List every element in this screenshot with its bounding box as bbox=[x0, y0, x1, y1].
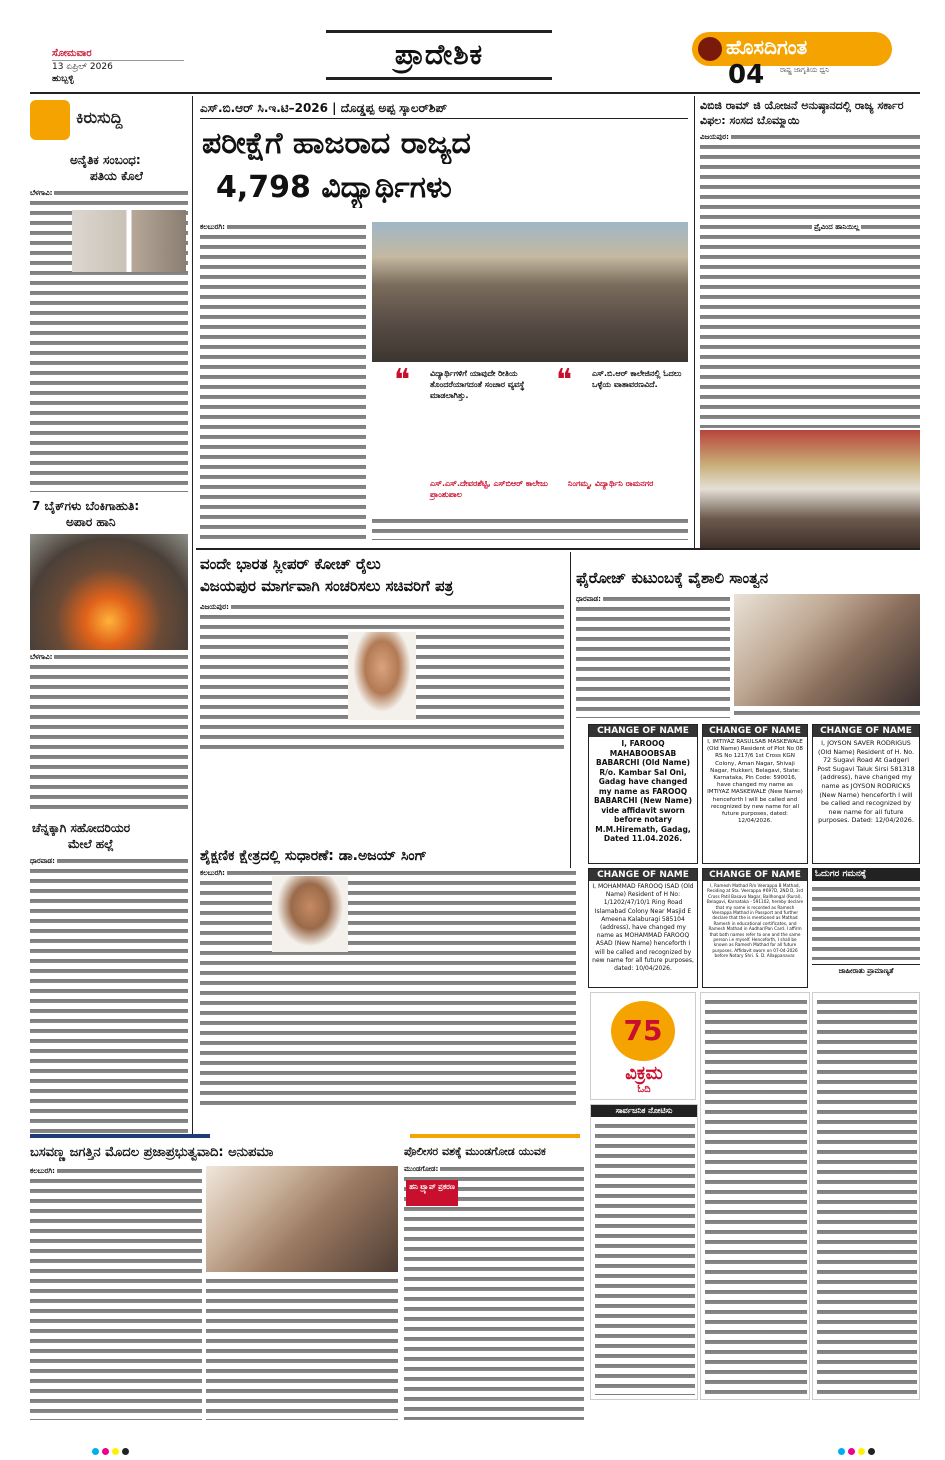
lead-body-left bbox=[200, 222, 366, 540]
quote-box-1 bbox=[394, 363, 550, 512]
minister-portrait bbox=[348, 632, 416, 720]
police-tag: ಹನಿ ಟ್ರ್ಯಾಪ್ ಪ್ರಕರಣ bbox=[406, 1180, 458, 1206]
section-title bbox=[326, 30, 552, 80]
kirusuddi-badge bbox=[30, 100, 190, 140]
page-number: 04 bbox=[728, 60, 765, 90]
public-notice-3 bbox=[590, 1104, 698, 1400]
fire-photo bbox=[30, 534, 188, 650]
change-of-name-ad-3 bbox=[812, 724, 920, 864]
lead-dateline: ಕಲಬುರಗಿ: bbox=[200, 223, 225, 231]
cn-2-body: I, IMTIYAZ RASULSAB MASKEWALE (Old Name) Resident of Plot No 08 RS No 1217/6 1st Cross KGN Colony, Aman Nagar, Shivaji Nagar, Hukkeri, Belagavi, State: Karnataka, Pin Code: 590016, have changed my name as IMTIYAZ MASKEWALE (New Name) henceforth I will be called and recognized by new name for all future purposes, dated: 12/04/2026. bbox=[707, 739, 803, 825]
basava-body-2 bbox=[206, 1276, 398, 1420]
police-headline: ಪೊಲೀಸರ ವಶಕ್ಕೆ ಮುಂಡಗೋಡ ಯುವಕ bbox=[404, 1145, 546, 1158]
city-label: ಹುಬ್ಬಳ್ಳಿ bbox=[52, 74, 74, 84]
quote-2-by: ನಿಂಗಮ್ಮ, ವಿದ್ಯಾರ್ಥಿನಿ ರಾಮನಗರ bbox=[568, 479, 654, 488]
left-story-1-dateline: ಬೆಳಗಾವಿ: bbox=[30, 189, 53, 197]
lead-headline-1: ಪರೀಕ್ಷೆಗೆ ಹಾಜರಾದ ರಾಜ್ಯದ bbox=[202, 126, 471, 161]
left-story-1-title2: ಪತಿಯ ಕೊಲೆ bbox=[90, 169, 143, 183]
odugara-body bbox=[812, 884, 920, 960]
cn-4-body: I, MOHAMMAD FAROOQ ISAD (Old Name) Resident of H No: 1/1202/47/10/1 Ring Road Islamabad Colony Near Masjid E Ameena Kalaburagi 585104 (address), have changed my name as MOHAMMAD FAROOQ ASAD (New Name) henceforth I will be called and recognized by new name for all future purposes, dated: 10/04/2026. bbox=[592, 883, 694, 973]
lead-body-bottom bbox=[372, 516, 688, 540]
right-headline: ವಿಬಿಜಿ ರಾಮ್ ಜಿ ಯೋಜನೆ ಅನುಷ್ಠಾನದಲ್ಲಿ ರಾಜ್ಯ ಸರ್ಕಾರ ವಿಫಲ: ಸಂಸದ ಬೊಮ್ಮಾಯಿ bbox=[700, 99, 904, 127]
cn-5-title: CHANGE OF NAME bbox=[703, 869, 807, 881]
basava-photo bbox=[206, 1166, 398, 1272]
left-story-1-photo bbox=[72, 210, 186, 272]
public-notice-1 bbox=[700, 992, 810, 1400]
right-body bbox=[700, 132, 920, 428]
paper-tagline: ರಾಷ್ಟ್ರ ಜಾಗೃತಿಯ ಧ್ವನಿ bbox=[780, 66, 830, 74]
mid-divider bbox=[570, 552, 571, 922]
edu-dateline: ಕಲಬುರಗಿ: bbox=[200, 869, 225, 877]
meeting-photo bbox=[700, 430, 920, 548]
masthead bbox=[0, 0, 945, 92]
vande-headline-1: ವಂದೇ ಭಾರತ ಸ್ಲೀಪರ್ ಕೋಚ್ ರೈಲು bbox=[200, 555, 381, 573]
cn-3-title: CHANGE OF NAME bbox=[813, 725, 919, 737]
left-story-3-title: ಚೆನ್ನಕ್ಕಾಗಿ ಸಹೋದರಿಯರ bbox=[32, 821, 131, 835]
left-story-1-title: ಅನೈತಿಕ ಸಂಬಂಧ: bbox=[70, 153, 141, 167]
police-body bbox=[404, 1164, 584, 1420]
bell-icon bbox=[30, 100, 70, 140]
edu-body bbox=[200, 868, 576, 1108]
edu-headline: ಶೈಕ್ಷಣಿಕ ಕ್ಷೇತ್ರದಲ್ಲಿ ಸುಧಾರಣೆ: ಡಾ.ಅಜಯ್ ಸಿಂಗ್ bbox=[200, 848, 427, 864]
left-story-2-body bbox=[30, 652, 188, 810]
left-story-3-title2: ಮೇಲೆ ಹಲ್ಲೆ bbox=[68, 837, 114, 851]
left-story-3-body bbox=[30, 856, 188, 1138]
kirusuddi-label: ಕಿರುಸುದ್ದಿ bbox=[76, 108, 123, 127]
police-dateline: ಮುಂಡಗೋಡ: bbox=[404, 1165, 439, 1173]
left-story-2-title2: ಅಪಾರ ಹಾನಿ bbox=[66, 515, 116, 529]
vande-body bbox=[200, 602, 564, 754]
change-of-name-ad-4 bbox=[588, 868, 698, 988]
vande-headline-2: ವಿಜಯಪುರ ಮಾರ್ಗವಾಗಿ ಸಂಚರಿಸಲು ಸಚಿವರಿಗೆ ಪತ್ರ bbox=[200, 577, 454, 595]
vande-dateline: ವಿಜಯಪುರ: bbox=[200, 603, 229, 611]
vikram-ad bbox=[590, 992, 696, 1100]
lead-headline-2: 4,798 ವಿದ್ಯಾರ್ಥಿಗಳು bbox=[216, 170, 452, 205]
basava-headline: ಬಸವಣ್ಣ ಜಗತ್ತಿನ ಮೊದಲ ಪ್ರಜಾಪ್ರಭುತ್ವವಾದಿ: ಅನುಪಮಾ bbox=[30, 1145, 274, 1160]
left-story-1-body bbox=[30, 188, 188, 492]
basava-dateline: ಕಲಬುರಗಿ: bbox=[30, 1167, 55, 1175]
cn-3-body: I, JOYSON SAVER RODRIGUS (Old Name) Resident of H. No. 72 Sugavi Road At Gadgeri Post Sugavi Taluk Sirsi 581318 (address), have changed my name as JOYSON RODRICKS (New Name) henceforth I will be called and recognized by new name for all future purposes. Dated: 12/04/2026. bbox=[817, 739, 915, 825]
feroz-body bbox=[576, 594, 730, 718]
basava-body-1 bbox=[30, 1166, 202, 1420]
right-col-divider bbox=[694, 96, 695, 548]
section-title-text: ಪ್ರಾದೇಶಿಕ bbox=[394, 38, 484, 71]
right-dateline: ವಿಜಯಪುರ: bbox=[700, 133, 729, 141]
color-strip-1 bbox=[30, 1134, 210, 1138]
change-of-name-ad-2 bbox=[702, 724, 808, 864]
masthead-rule bbox=[30, 92, 920, 94]
cn-1-body: I, FAROOQ MAHABOOBSAB BABARCHI (Old Name) R/o. Kambar Sal Oni, Gadag have changed my name as FAROOQ BABARCHI (New Name) vide affidavit sworn before notary M.M.Hiremath, Gadag, Dated 11.04.2026. bbox=[594, 739, 692, 843]
public-notice-2 bbox=[812, 992, 920, 1400]
registration-dots-left bbox=[92, 1440, 132, 1459]
left-story-2-title: 7 ಬೈಕ್‌ಗಳು ಬೆಂಕಿಗಾಹುತಿ: bbox=[32, 499, 140, 513]
registration-dots-right bbox=[838, 1440, 878, 1459]
quote-icon-2: ❝ bbox=[556, 363, 573, 398]
lamp-icon bbox=[698, 37, 722, 61]
change-of-name-ad-1 bbox=[588, 724, 698, 864]
date-label: 13 ಏಪ್ರಿಲ್ 2026 bbox=[52, 60, 184, 73]
left-story-3-dateline: ಧಾರವಾಡ: bbox=[30, 857, 55, 865]
vikram-ad-brand: ವಿಕ್ರಮ bbox=[625, 1063, 663, 1084]
cn-5-body: I, Ramesh Mathad R/o Veerappa B Mathad, Residing at Sta. Veerappa #697D, 2ND D, 3rd Cross Patil Basava Nagar, Ballhongal (Rural), Belagavi, Karnataka - 591102, hereby declare that my name is recorded as Ramesh Veerappa Mathad in Passport and further declare that the is mentioned as Mathad Ramesh in educational certificates, and Ramesh Mathad in Aadhar/Pan Card. I affirm that both names refer to one and the same person i.e myself. Henceforth, I shall be known as Ramesh Mathad for all future purposes. Affidavit sworn on 07-04-2026 before Notary Shri. S. D. Allappanavar. bbox=[706, 883, 804, 959]
quote-1-text: ವಿದ್ಯಾರ್ಥಿಗಳಿಗೆ ಯಾವುದೇ ರೀತಿಯ ತೊಂದರೆಯಾಗದಂತೆ ಸಂಚಾರ ವ್ಯವಸ್ಥೆ ಮಾಡಲಾಗಿತ್ತು. bbox=[430, 369, 525, 400]
paper-name: ಹೊಸದಿಗಂತ bbox=[726, 35, 808, 59]
feroz-caption bbox=[734, 708, 920, 720]
quote-icon-1: ❝ bbox=[394, 363, 411, 398]
vikram-ad-sub: ಓದಿ bbox=[637, 1084, 651, 1095]
feroz-photo bbox=[734, 594, 920, 706]
band-rule bbox=[196, 548, 920, 550]
color-strip-2 bbox=[410, 1134, 580, 1138]
quote-1-by: ಎಸ್.ಎಸ್.ದೇವರಶೆಟ್ಟಿ, ಎಸ್‌ಬಿಆರ್ ಕಾಲೇಜು ಪ್ರಾಂಶುಪಾಲ bbox=[430, 479, 548, 499]
cn-4-title: CHANGE OF NAME bbox=[589, 869, 697, 881]
paper-logo bbox=[692, 32, 892, 66]
feroz-dateline: ಧಾರವಾಡ: bbox=[576, 595, 601, 603]
left-story-2-dateline: ಬೆಳಗಾವಿ: bbox=[30, 653, 53, 661]
quote-box-2 bbox=[556, 363, 688, 512]
lead-kicker: ಎಸ್.ಬಿ.ಆರ್ ಸಿ.ಇ.ಟಿ–2026 | ದೊಡ್ಡಪ್ಪ ಅಪ್ಪ ಸ್ಕಾಲರ್‌ಶಿಪ್ bbox=[200, 101, 448, 115]
public-notice-title: ಸಾರ್ವಜನಿಕ ನೋಟಿಸು bbox=[591, 1105, 697, 1117]
crowd-photo bbox=[372, 222, 688, 362]
feroz-headline: ಫೈರೋಜ್ ಕುಟುಂಬಕ್ಕೆ ವೈಶಾಲಿ ಸಾಂತ್ವನ bbox=[576, 569, 769, 587]
odugara-title: ಓದುಗರ ಗಮನಕ್ಕೆ bbox=[812, 868, 920, 881]
right-subhead: ಪ್ರೈವಿಂದ ಹಾನಿಯಿಲ್ಲ bbox=[814, 223, 860, 231]
quote-2-text: ಎಸ್.ಬಿ.ಆರ್ ಕಾಲೇಜಿನಲ್ಲಿ ಓದಲು ಒಳ್ಳೆಯ ವಾತಾವರಣವಿದೆ. bbox=[592, 369, 682, 389]
kicker-rule bbox=[200, 118, 688, 119]
change-of-name-ad-5 bbox=[702, 868, 808, 988]
vikram-ad-badge: 75 bbox=[611, 1001, 675, 1061]
cn-2-title: CHANGE OF NAME bbox=[703, 725, 807, 737]
ajay-singh-portrait bbox=[272, 876, 348, 952]
left-col-divider bbox=[192, 96, 193, 1136]
odugara-footer: ಜಾಹೀರಾತು ಪ್ರಾಮಾಣ್ಯತೆ bbox=[812, 964, 920, 977]
cn-1-title: CHANGE OF NAME bbox=[589, 725, 697, 737]
day-label: ಸೋಮವಾರ bbox=[52, 48, 92, 59]
date-box bbox=[52, 48, 184, 88]
odugara-notice bbox=[812, 868, 920, 988]
